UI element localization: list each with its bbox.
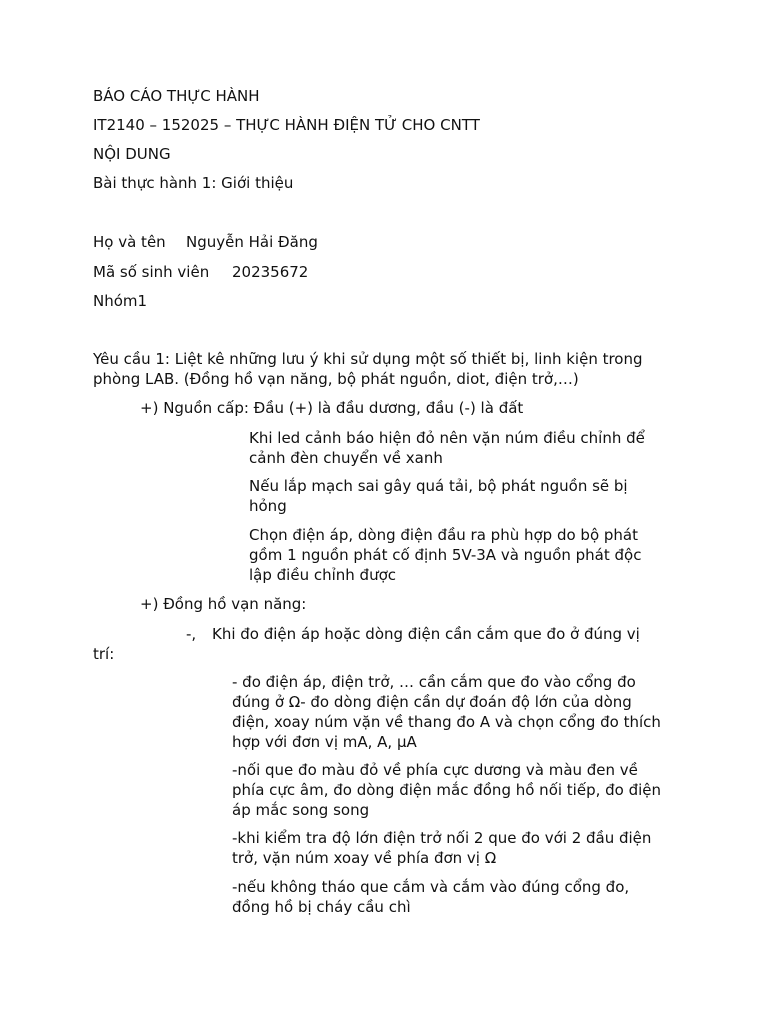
multimeter-note-4-line-2: đồng hồ bị cháy cầu chì xyxy=(232,898,411,916)
power-note-1-line-1: Khi led cảnh báo hiện đỏ nên vặn núm điều chỉnh để xyxy=(249,429,645,447)
power-note-1-line-2: cảnh đèn chuyển về xanh xyxy=(249,449,443,467)
student-id-value: 20235672 xyxy=(232,263,309,281)
power-note-3-line-3: lập điều chỉnh được xyxy=(249,566,396,584)
multimeter-note-2-line-1: -nối que đo màu đỏ về phía cực dương và màu đen về xyxy=(232,761,638,779)
requirement-line-2: phòng LAB. (Đồng hồ vạn năng, bộ phát nguồn, diot, điện trở,…) xyxy=(93,370,579,388)
power-supply-heading: +) Nguồn cấp: Đầu (+) là đầu dương, đầu (-) là đất xyxy=(140,399,524,417)
student-name-value: Nguyễn Hải Đăng xyxy=(186,233,318,251)
multimeter-bullet-continuation: trí: xyxy=(93,645,115,663)
multimeter-note-3-line-1: -khi kiểm tra độ lớn điện trở nối 2 que đo với 2 đầu điện xyxy=(232,829,652,847)
power-note-2-line-2: hỏng xyxy=(249,497,287,515)
multimeter-note-1-line-2: đúng ở Ω- đo dòng điện cần dự đoán độ lớn của dòng xyxy=(232,693,632,711)
multimeter-note-4-line-1: -nếu không tháo que cắm và cắm vào đúng cổng đo, xyxy=(232,878,630,896)
student-group: Nhóm1 xyxy=(93,292,148,310)
course-title: IT2140 – 152025 – THỰC HÀNH ĐIỆN TỬ CHO CNTT xyxy=(93,116,480,134)
multimeter-note-2-line-3: áp mắc song song xyxy=(232,801,370,819)
report-title: BÁO CÁO THỰC HÀNH xyxy=(93,87,260,105)
multimeter-note-3-line-2: trở, vặn núm xoay về phía đơn vị Ω xyxy=(232,849,497,867)
multimeter-bullet-marker: -, xyxy=(186,625,197,643)
power-note-2-line-1: Nếu lắp mạch sai gây quá tải, bộ phát nguồn sẽ bị xyxy=(249,477,628,495)
section-heading: NỘI DUNG xyxy=(93,145,171,163)
multimeter-note-1-line-4: hợp với đơn vị mA, A, μA xyxy=(232,733,417,751)
power-note-3-line-2: gồm 1 nguồn phát cố định 5V-3A và nguồn phát độc xyxy=(249,546,642,564)
multimeter-heading: +) Đồng hồ vạn năng: xyxy=(140,595,307,613)
multimeter-note-2-line-2: phía cực âm, đo dòng điện mắc đồng hồ nối tiếp, đo điện xyxy=(232,781,662,799)
lab-title: Bài thực hành 1: Giới thiệu xyxy=(93,174,294,192)
power-note-3-line-1: Chọn điện áp, dòng điện đầu ra phù hợp do bộ phát xyxy=(249,526,638,544)
requirement-line-1: Yêu cầu 1: Liệt kê những lưu ý khi sử dụng một số thiết bị, linh kiện trong xyxy=(93,350,643,368)
student-id-label: Mã số sinh viên xyxy=(93,263,210,281)
multimeter-bullet-text: Khi đo điện áp hoặc dòng điện cần cắm que đo ở đúng vị xyxy=(212,625,640,643)
multimeter-note-1-line-3: điện, xoay núm vặn về thang đo A và chọn cổng đo thích xyxy=(232,713,661,731)
multimeter-note-1-line-1: - đo điện áp, điện trở, … cần cắm que đo vào cổng đo xyxy=(232,673,636,691)
student-name-label: Họ và tên xyxy=(93,233,166,251)
